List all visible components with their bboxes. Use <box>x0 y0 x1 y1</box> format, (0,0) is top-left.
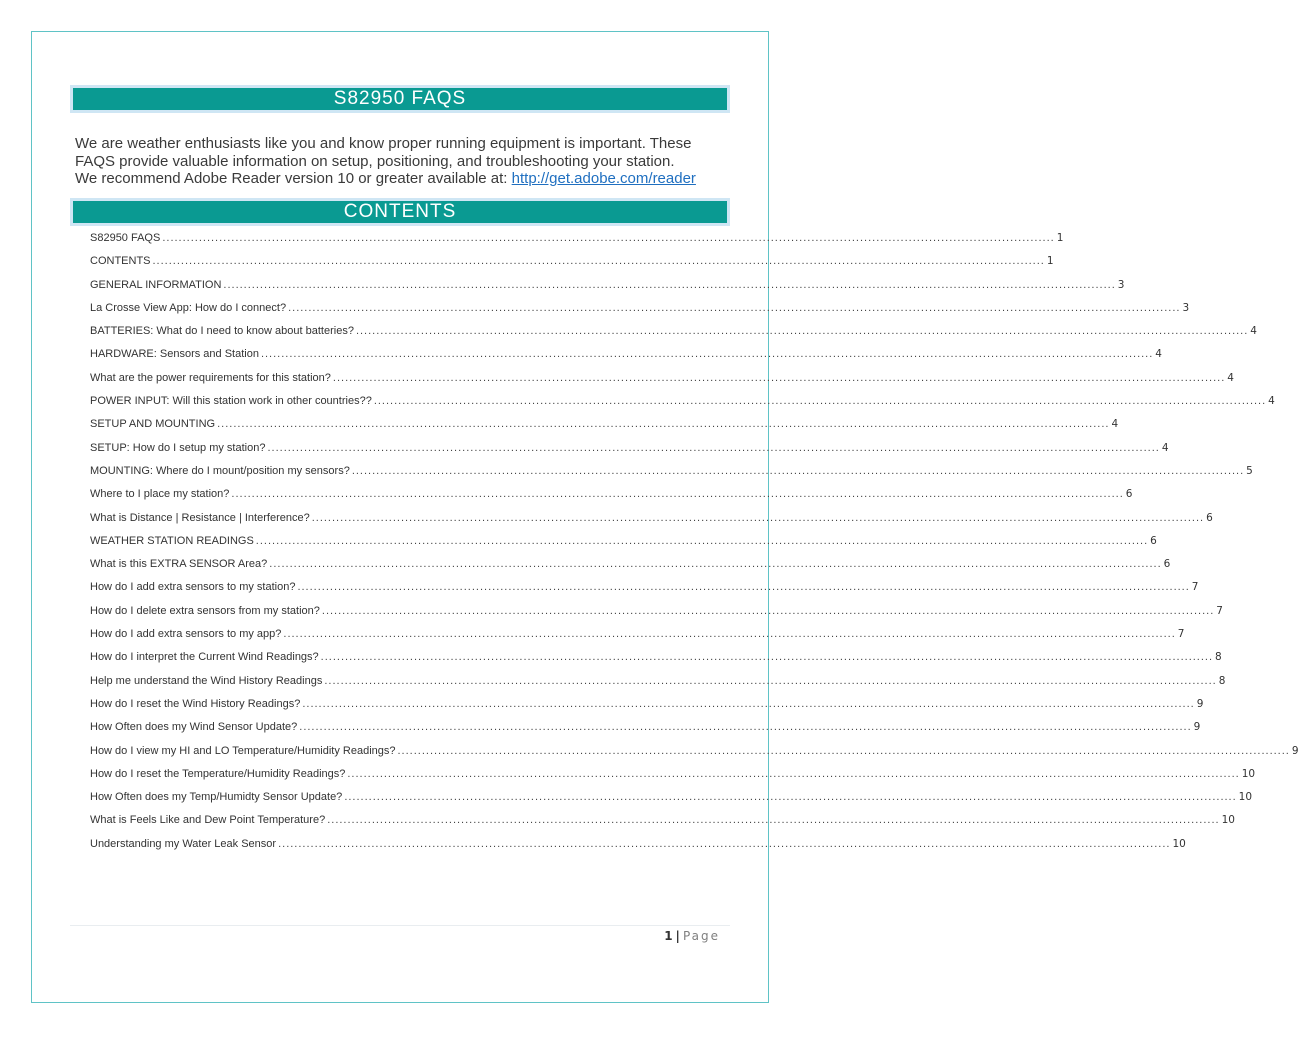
toc-entry[interactable] <box>90 395 1275 418</box>
toc-entry[interactable] <box>90 767 1256 791</box>
toc-entry-label: What is Feels Like and Dew Point Temperature? <box>90 814 326 827</box>
toc-entry[interactable] <box>90 721 1201 744</box>
toc-entry-page: 6 <box>1206 511 1213 524</box>
toc-entry[interactable] <box>90 232 1064 255</box>
toc-entry-label: SETUP AND MOUNTING <box>90 418 216 431</box>
toc-entry-page: 4 <box>1155 348 1162 361</box>
toc-leader-dots: ............................................................................................................................................................................................................................ <box>351 464 1245 477</box>
toc-entry-label: What is Distance | Resistance | Interference? <box>90 511 310 524</box>
toc-entry-label: How do I reset the Temperature/Humidity Readings? <box>90 767 346 780</box>
toc-leader-dots: ............................................................................................................................................................................................................................ <box>347 767 1240 780</box>
toc-entry[interactable] <box>90 651 1222 674</box>
toc-entry[interactable] <box>90 325 1257 348</box>
toc-leader-dots: ............................................................................................................................................................................................................................ <box>162 232 1055 244</box>
adobe-reader-link[interactable]: http://get.adobe.com/reader <box>511 170 696 187</box>
toc-leader-dots: ............................................................................................................................................................................................................................ <box>217 418 1110 431</box>
intro-line-1: We are weather enthusiasts like you and know proper running equipment is important. These <box>75 135 692 152</box>
toc-entry-label: CONTENTS <box>90 255 151 268</box>
toc-entry-label: What is this EXTRA SENSOR Area? <box>90 558 268 571</box>
toc-leader-dots: ............................................................................................................................................................................................................................ <box>255 534 1149 547</box>
toc-leader-dots: ............................................................................................................................................................................................................................ <box>283 628 1176 641</box>
toc-entry-page: 4 <box>1111 418 1119 431</box>
toc-leader-dots: ............................................................................................................................................................................................................................ <box>327 814 1220 827</box>
toc-entry-page: 10 <box>1221 814 1235 827</box>
toc-entry-page: 6 <box>1163 558 1171 571</box>
document-title-banner <box>70 85 730 113</box>
toc-leader-dots: ............................................................................................................................................................................................................................ <box>297 581 1190 594</box>
toc-entry[interactable] <box>90 464 1253 488</box>
footer-page-number: 1 <box>664 929 673 943</box>
toc-entry-label: La Crosse View App: How do I connect? <box>90 301 287 314</box>
toc-entry-page: 1 <box>1046 255 1054 268</box>
toc-leader-dots: ............................................................................................................................................................................................................................ <box>260 348 1154 361</box>
toc-entry-label: How Often does my Temp/Humidty Sensor Update? <box>90 791 343 804</box>
toc-entry-page: 3 <box>1117 278 1125 291</box>
toc-entry-page: 6 <box>1150 534 1157 547</box>
toc-entry-page: 10 <box>1172 837 1186 850</box>
toc-entry-label: How do I add extra sensors to my station? <box>90 581 296 594</box>
toc-entry-label: How do I view my HI and LO Temperature/Humidity Readings? <box>90 744 396 757</box>
toc-entry[interactable] <box>90 255 1054 278</box>
toc-entry[interactable] <box>90 534 1157 558</box>
toc-entry-label: S82950 FAQS <box>90 232 161 244</box>
toc-entry-label: What are the power requirements for this station? <box>90 371 331 384</box>
toc-entry[interactable] <box>90 791 1253 814</box>
intro-line-2: FAQS provide valuable information on setup, positioning, and troubleshooting your station. <box>75 152 675 170</box>
toc-entry-page: 4 <box>1250 325 1257 338</box>
toc-leader-dots: ............................................................................................................................................................................................................................ <box>397 744 1290 757</box>
toc-entry-page: 9 <box>1196 697 1204 710</box>
toc-entry-label: How Often does my Wind Sensor Update? <box>90 721 298 734</box>
toc-entry-page: 8 <box>1218 674 1226 687</box>
toc-entry-label: How do I reset the Wind History Readings? <box>90 697 301 710</box>
toc-leader-dots: ............................................................................................................................................................................................................................ <box>288 301 1181 314</box>
toc-entry[interactable] <box>90 441 1169 465</box>
toc-entry[interactable] <box>90 418 1119 441</box>
toc-leader-dots: ............................................................................................................................................................................................................................ <box>332 371 1226 384</box>
toc-entry-page: 3 <box>1182 301 1190 314</box>
table-of-contents <box>90 232 1299 861</box>
toc-entry-label: Help me understand the Wind History Readings <box>90 674 323 687</box>
footer-rule <box>70 925 730 926</box>
toc-leader-dots: ............................................................................................................................................................................................................................ <box>231 488 1124 501</box>
toc-entry[interactable] <box>90 697 1204 721</box>
toc-entry[interactable] <box>90 348 1162 371</box>
toc-entry[interactable] <box>90 301 1190 325</box>
toc-leader-dots: ............................................................................................................................................................................................................................ <box>278 837 1171 850</box>
toc-entry-label: How do I delete extra sensors from my station? <box>90 604 320 617</box>
toc-entry-page: 10 <box>1238 791 1253 804</box>
toc-leader-dots: ............................................................................................................................................................................................................................ <box>324 674 1217 687</box>
intro-line-3 <box>75 170 735 188</box>
toc-entry-label: POWER INPUT: Will this station work in other countries?? <box>90 395 372 408</box>
toc-entry-page: 6 <box>1125 488 1133 501</box>
footer-page-label: Page <box>682 929 720 943</box>
toc-entry-label: Where to I place my station? <box>90 488 230 501</box>
toc-entry[interactable] <box>90 837 1186 861</box>
toc-leader-dots: ............................................................................................................................................................................................................................ <box>373 395 1267 408</box>
toc-entry[interactable] <box>90 558 1171 581</box>
toc-leader-dots: ............................................................................................................................................................................................................................ <box>269 558 1162 571</box>
contents-heading-banner <box>70 198 730 226</box>
toc-entry-page: 4 <box>1268 395 1275 408</box>
toc-entry-label: BATTERIES: What do I need to know about batteries? <box>90 325 354 338</box>
toc-entry-label: SETUP: How do I setup my station? <box>90 441 266 454</box>
toc-entry-page: 10 <box>1241 767 1256 780</box>
toc-entry-page: 9 <box>1193 721 1201 734</box>
toc-leader-dots: ............................................................................................................................................................................................................................ <box>267 441 1160 454</box>
toc-entry[interactable] <box>90 581 1199 604</box>
toc-entry-label: WEATHER STATION READINGS <box>90 534 254 547</box>
toc-entry[interactable] <box>90 604 1223 628</box>
toc-entry-page: 4 <box>1161 441 1169 454</box>
toc-entry-label: Understanding my Water Leak Sensor <box>90 837 277 850</box>
toc-entry-page: 7 <box>1216 604 1223 617</box>
toc-leader-dots: ............................................................................................................................................................................................................................ <box>321 604 1215 617</box>
document-title: S82950 FAQS <box>333 88 467 109</box>
toc-entry-page: 1 <box>1056 232 1064 244</box>
toc-entry[interactable] <box>90 744 1299 768</box>
contents-heading: CONTENTS <box>343 201 457 222</box>
toc-entry-page: 9 <box>1291 744 1299 757</box>
intro-line-3-text: We recommend Adobe Reader version 10 or greater available at: <box>75 170 512 187</box>
toc-entry[interactable] <box>90 511 1213 535</box>
toc-entry[interactable] <box>90 278 1125 302</box>
toc-leader-dots: ............................................................................................................................................................................................................................ <box>311 511 1205 524</box>
toc-leader-dots: ............................................................................................................................................................................................................................ <box>320 651 1214 664</box>
toc-entry-page: 7 <box>1191 581 1199 594</box>
toc-entry-page: 7 <box>1177 628 1185 641</box>
toc-entry[interactable] <box>90 488 1133 511</box>
toc-entry[interactable] <box>90 628 1185 651</box>
toc-entry-label: MOUNTING: Where do I mount/position my sensors? <box>90 464 350 477</box>
intro-paragraph <box>75 135 735 188</box>
toc-entry-page: 8 <box>1215 651 1222 664</box>
toc-entry-page: 5 <box>1246 464 1253 477</box>
toc-leader-dots: ............................................................................................................................................................................................................................ <box>152 255 1045 268</box>
toc-entry[interactable] <box>90 371 1234 395</box>
toc-leader-dots: ............................................................................................................................................................................................................................ <box>355 325 1249 338</box>
toc-leader-dots: ............................................................................................................................................................................................................................ <box>299 721 1192 734</box>
toc-entry-label: How do I interpret the Current Wind Readings? <box>90 651 319 664</box>
toc-entry[interactable] <box>90 814 1235 837</box>
toc-entry-page: 4 <box>1227 371 1234 384</box>
toc-entry-label: How do I add extra sensors to my app? <box>90 628 282 641</box>
toc-leader-dots: ............................................................................................................................................................................................................................ <box>302 697 1195 710</box>
toc-entry-label: HARDWARE: Sensors and Station <box>90 348 259 361</box>
toc-leader-dots: ............................................................................................................................................................................................................................ <box>223 278 1116 291</box>
toc-entry[interactable] <box>90 674 1226 698</box>
footer-page-indicator <box>664 929 720 943</box>
footer-separator: | <box>675 929 680 943</box>
toc-leader-dots: ............................................................................................................................................................................................................................ <box>344 791 1237 804</box>
toc-entry-label: GENERAL INFORMATION <box>90 278 222 291</box>
